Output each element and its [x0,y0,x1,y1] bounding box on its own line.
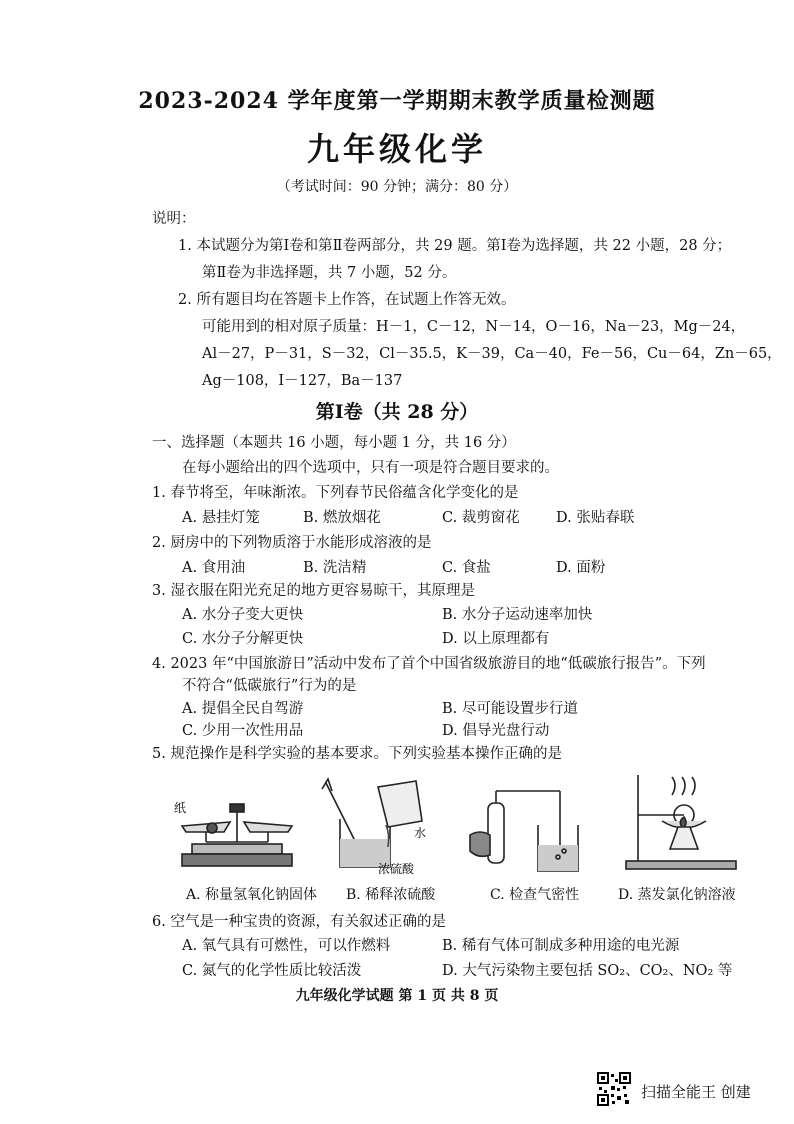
question-4-stem-cont: 不符合“低碳旅行”行为的是 [182,678,357,694]
page-footer: 九年级化学试题 第 1 页 共 8 页 [295,988,499,1004]
question-2-option-d: D. 面粉 [556,560,606,576]
question-5-option-d: D. 蒸发氯化钠溶液 [618,887,736,903]
paper-label: 纸 [174,801,187,815]
question-2-stem: 2. 厨房中的下列物质溶于水能形成溶液的是 [152,535,432,551]
exam-title: 2023-2024 学年度第一学期期末教学质量检测题 [138,88,656,114]
question-3-option-a: A. 水分子变大更快 [182,607,304,623]
question-4-option-c: C. 少用一次性用品 [182,723,304,739]
question-3-stem: 3. 湿衣服在阳光充足的地方更容易晾干，其原理是 [152,583,475,599]
question-2-option-c: C. 食盐 [442,560,491,576]
instructions-heading: 说明： [152,211,196,227]
question-1-option-a: A. 悬挂灯笼 [182,510,260,526]
instruction-item-1-cont: 第Ⅱ卷为非选择题，共 7 小题，52 分。 [202,265,457,281]
question-2-option-a: A. 食用油 [182,560,246,576]
atomic-mass-line-2: Al－27，P－31，S－32，Cl－35.5，K－39，Ca－40，Fe－56，Cu－64，Zn－65， [202,346,782,362]
question-6-option-b: B. 稀有气体可制成多种用途的电光源 [442,938,680,954]
atomic-mass-line-1: 可能用到的相对原子质量：H－1，C－12，N－14，O－16，Na－23，Mg－24， [202,319,746,335]
question-3-option-b: B. 水分子运动速率加快 [442,607,593,623]
question-6-option-d: D. 大气污染物主要包括 SO₂、CO₂、NO₂ 等 [442,963,733,979]
dilution-figure [318,775,433,875]
subject-title: 九年级化学 [306,130,487,168]
instruction-item-2: 2. 所有题目均在答题卡上作答，在试题上作答无效。 [178,292,516,308]
question-1-stem: 1. 春节将至，年味渐浓。下列春节民俗蕴含化学变化的是 [152,485,519,501]
water-label: 水 [414,826,427,840]
question-2-option-b: B. 洗洁精 [303,560,367,576]
scanner-brand-watermark: 扫描全能王 创建 [641,1083,751,1101]
question-3-option-c: C. 水分子分解更快 [182,631,304,647]
question-6-stem: 6. 空气是一种宝贵的资源，有关叙述正确的是 [152,914,446,930]
question-4-stem: 4. 2023 年“中国旅游日”活动中发布了首个中国省级旅游目的地“低碳旅行报告”。下列 [152,656,706,672]
question-1-option-b: B. 燃放烟花 [303,510,381,526]
gas-tightness-figure [460,785,580,875]
question-4-option-d: D. 倡导光盘行动 [442,723,550,739]
question-4-option-b: B. 尽可能设置步行道 [442,701,578,717]
question-5-option-c: C. 检查气密性 [490,887,580,903]
question-1-option-c: C. 裁剪窗花 [442,510,520,526]
question-5-option-b: B. 稀释浓硫酸 [346,887,436,903]
question-6-option-c: C. 氮气的化学性质比较活泼 [182,963,362,979]
part-heading: 一、选择题（本题共 16 小题，每小题 1 分，共 16 分） [152,435,516,451]
section-title: 第Ⅰ卷（共 28 分） [315,401,479,423]
question-5-stem: 5. 规范操作是科学实验的基本要求。下列实验基本操作正确的是 [152,746,562,762]
question-5-option-a: A. 称量氢氧化钠固体 [186,887,318,903]
question-1-option-d: D. 张贴春联 [556,510,635,526]
question-4-option-a: A. 提倡全民自驾游 [182,701,304,717]
balance-figure [172,792,302,872]
part-note: 在每小题给出的四个选项中，只有一项是符合题目要求的。 [182,460,559,476]
acid-label: 浓硫酸 [378,862,415,875]
evaporation-figure [622,765,742,875]
qr-code-icon [597,1072,631,1106]
instruction-item-1: 1. 本试题分为第Ⅰ卷和第Ⅱ卷两部分，共 29 题。第Ⅰ卷为选择题，共 22 小题，28 分； [178,238,732,254]
exam-info: （考试时间：90 分钟；满分：80 分） [276,179,518,195]
atomic-mass-line-3: Ag－108，I－127，Ba－137 [202,373,403,389]
question-6-option-a: A. 氧气具有可燃性，可以作燃料 [182,938,391,954]
question-3-option-d: D. 以上原理都有 [442,631,550,647]
